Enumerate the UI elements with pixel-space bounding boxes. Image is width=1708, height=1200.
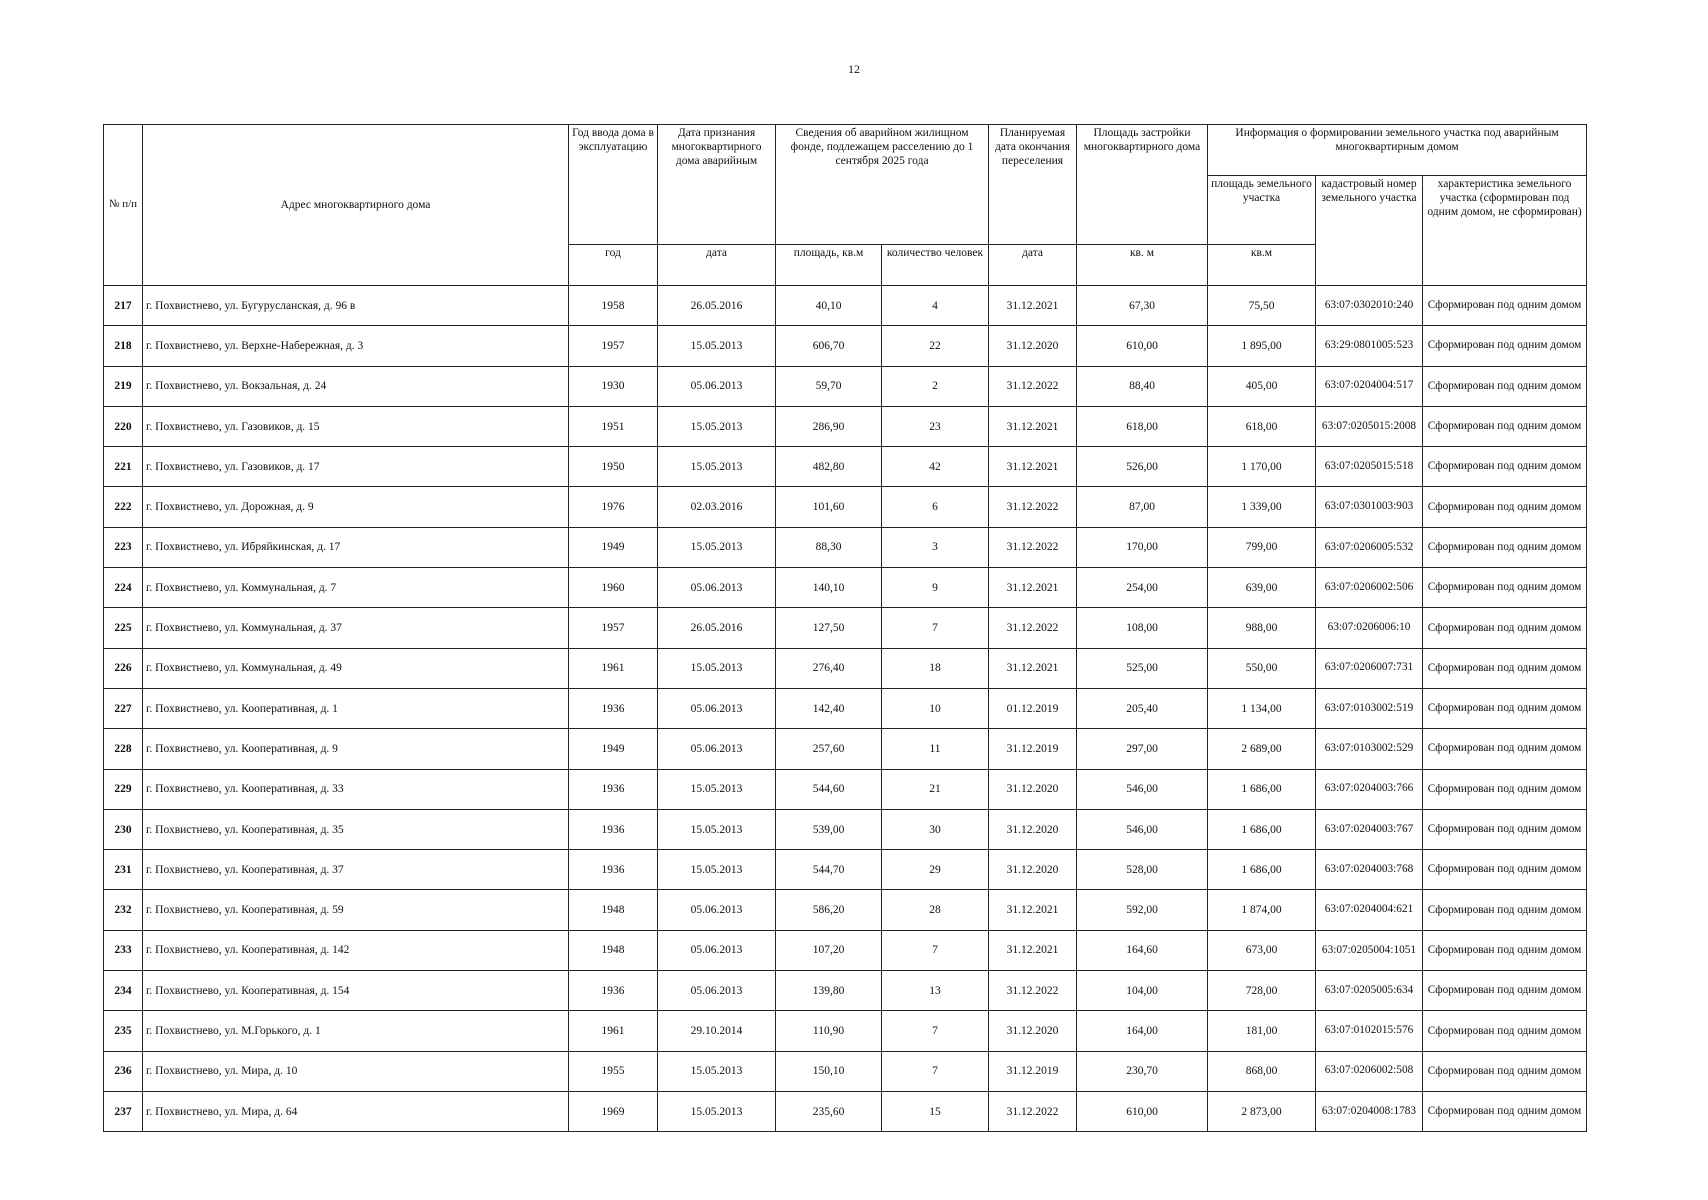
row-building-area: 592,00: [1077, 890, 1208, 930]
row-date-recognized: 29.10.2014: [658, 1011, 776, 1051]
row-area: 140,10: [776, 568, 882, 608]
row-area: 544,70: [776, 850, 882, 890]
row-cadastral: 63:07:0206002:508: [1316, 1051, 1423, 1091]
header-address: Адрес многоквартирного дома: [143, 125, 569, 286]
header-unit-date: дата: [658, 245, 776, 286]
row-year: 1949: [569, 527, 658, 567]
row-cadastral: 63:07:0206002:506: [1316, 568, 1423, 608]
row-characteristic: Сформирован под одним домом: [1423, 527, 1587, 567]
row-cadastral: 63:29:0801005:523: [1316, 326, 1423, 366]
row-land-area: 1 134,00: [1208, 688, 1316, 728]
row-cadastral: 63:07:0204003:767: [1316, 809, 1423, 849]
row-land-area: 673,00: [1208, 930, 1316, 970]
row-building-area: 546,00: [1077, 769, 1208, 809]
row-number: 228: [104, 729, 143, 769]
row-building-area: 67,30: [1077, 286, 1208, 326]
row-address: г. Похвистнево, ул. Кооперативная, д. 9: [143, 729, 569, 769]
row-building-area: 526,00: [1077, 447, 1208, 487]
row-area: 142,40: [776, 688, 882, 728]
row-characteristic: Сформирован под одним домом: [1423, 688, 1587, 728]
row-land-area: 405,00: [1208, 366, 1316, 406]
row-number: 234: [104, 971, 143, 1011]
row-land-area: 75,50: [1208, 286, 1316, 326]
row-address: г. Похвистнево, ул. Дорожная, д. 9: [143, 487, 569, 527]
row-building-area: 164,60: [1077, 930, 1208, 970]
table-header: [104, 125, 1587, 286]
row-year: 1961: [569, 648, 658, 688]
row-year: 1936: [569, 971, 658, 1011]
row-building-area: 297,00: [1077, 729, 1208, 769]
row-number: 218: [104, 326, 143, 366]
row-people: 6: [882, 487, 989, 527]
row-building-area: 525,00: [1077, 648, 1208, 688]
row-address: г. Похвистнево, ул. Газовиков, д. 17: [143, 447, 569, 487]
row-planned-date: 31.12.2020: [989, 326, 1077, 366]
row-year: 1969: [569, 1091, 658, 1131]
table-row: [104, 769, 1587, 809]
row-number: 232: [104, 890, 143, 930]
row-people: 30: [882, 809, 989, 849]
row-building-area: 104,00: [1077, 971, 1208, 1011]
row-people: 21: [882, 769, 989, 809]
row-building-area: 170,00: [1077, 527, 1208, 567]
row-land-area: 1 170,00: [1208, 447, 1316, 487]
table-row: [104, 568, 1587, 608]
row-address: г. Похвистнево, ул. Кооперативная, д. 59: [143, 890, 569, 930]
row-number: 223: [104, 527, 143, 567]
row-area: 235,60: [776, 1091, 882, 1131]
row-address: г. Похвистнево, ул. Мира, д. 10: [143, 1051, 569, 1091]
row-building-area: 528,00: [1077, 850, 1208, 890]
row-area: 110,90: [776, 1011, 882, 1051]
row-people: 11: [882, 729, 989, 769]
row-date-recognized: 15.05.2013: [658, 850, 776, 890]
row-land-area: 1 686,00: [1208, 809, 1316, 849]
header-unit-planned-date: дата: [989, 245, 1077, 286]
row-characteristic: Сформирован под одним домом: [1423, 608, 1587, 648]
row-planned-date: 31.12.2021: [989, 930, 1077, 970]
row-cadastral: 63:07:0102015:576: [1316, 1011, 1423, 1051]
table-row: [104, 729, 1587, 769]
row-date-recognized: 15.05.2013: [658, 447, 776, 487]
row-date-recognized: 15.05.2013: [658, 809, 776, 849]
row-characteristic: Сформирован под одним домом: [1423, 850, 1587, 890]
header-land-info: Информация о формировании земельного участка под аварийным многоквартирным домом: [1208, 125, 1587, 176]
row-year: 1957: [569, 608, 658, 648]
row-people: 28: [882, 890, 989, 930]
row-address: г. Похвистнево, ул. Коммунальная, д. 37: [143, 608, 569, 648]
row-planned-date: 31.12.2020: [989, 850, 1077, 890]
table-row: [104, 688, 1587, 728]
row-planned-date: 31.12.2022: [989, 527, 1077, 567]
row-area: 286,90: [776, 406, 882, 446]
row-area: 40,10: [776, 286, 882, 326]
row-area: 101,60: [776, 487, 882, 527]
row-characteristic: Сформирован под одним домом: [1423, 286, 1587, 326]
header-emergency-info: Сведения об аварийном жилищном фонде, подлежащем расселению до 1 сентября 2025 года: [776, 125, 989, 245]
row-characteristic: Сформирован под одним домом: [1423, 809, 1587, 849]
row-planned-date: 31.12.2022: [989, 487, 1077, 527]
row-planned-date: 31.12.2021: [989, 568, 1077, 608]
row-land-area: 618,00: [1208, 406, 1316, 446]
row-building-area: 230,70: [1077, 1051, 1208, 1091]
row-people: 4: [882, 286, 989, 326]
row-area: 276,40: [776, 648, 882, 688]
row-date-recognized: 15.05.2013: [658, 769, 776, 809]
row-building-area: 546,00: [1077, 809, 1208, 849]
row-people: 3: [882, 527, 989, 567]
row-number: 236: [104, 1051, 143, 1091]
row-area: 139,80: [776, 971, 882, 1011]
row-people: 15: [882, 1091, 989, 1131]
row-planned-date: 31.12.2019: [989, 1051, 1077, 1091]
row-address: г. Похвистнево, ул. М.Горького, д. 1: [143, 1011, 569, 1051]
table-row: [104, 648, 1587, 688]
row-characteristic: Сформирован под одним домом: [1423, 971, 1587, 1011]
row-characteristic: Сформирован под одним домом: [1423, 406, 1587, 446]
row-address: г. Похвистнево, ул. Кооперативная, д. 1: [143, 688, 569, 728]
row-address: г. Похвистнево, ул. Бугурусланская, д. 96 в: [143, 286, 569, 326]
row-date-recognized: 05.06.2013: [658, 890, 776, 930]
row-people: 10: [882, 688, 989, 728]
row-address: г. Похвистнево, ул. Газовиков, д. 15: [143, 406, 569, 446]
row-planned-date: 31.12.2020: [989, 809, 1077, 849]
row-cadastral: 63:07:0103002:529: [1316, 729, 1423, 769]
table-row: [104, 930, 1587, 970]
header-num: № п/п: [104, 125, 143, 286]
row-planned-date: 31.12.2019: [989, 729, 1077, 769]
row-characteristic: Сформирован под одним домом: [1423, 326, 1587, 366]
row-cadastral: 63:07:0204004:621: [1316, 890, 1423, 930]
table-row: [104, 487, 1587, 527]
row-address: г. Похвистнево, ул. Кооперативная, д. 37: [143, 850, 569, 890]
row-address: г. Похвистнево, ул. Ибряйкинская, д. 17: [143, 527, 569, 567]
row-people: 7: [882, 608, 989, 648]
row-number: 233: [104, 930, 143, 970]
row-planned-date: 31.12.2021: [989, 447, 1077, 487]
row-characteristic: Сформирован под одним домом: [1423, 1091, 1587, 1131]
row-cadastral: 63:07:0204008:1783: [1316, 1091, 1423, 1131]
row-people: 18: [882, 648, 989, 688]
row-building-area: 618,00: [1077, 406, 1208, 446]
row-people: 7: [882, 1051, 989, 1091]
row-cadastral: 63:07:0204004:517: [1316, 366, 1423, 406]
row-number: 237: [104, 1091, 143, 1131]
row-cadastral: 63:07:0206005:532: [1316, 527, 1423, 567]
row-year: 1958: [569, 286, 658, 326]
row-characteristic: Сформирован под одним домом: [1423, 930, 1587, 970]
header-unit-land: кв.м: [1208, 245, 1316, 286]
row-land-area: 1 686,00: [1208, 769, 1316, 809]
row-cadastral: 63:07:0205004:1051: [1316, 930, 1423, 970]
row-characteristic: Сформирован под одним домом: [1423, 568, 1587, 608]
row-year: 1960: [569, 568, 658, 608]
row-people: 23: [882, 406, 989, 446]
row-land-area: 728,00: [1208, 971, 1316, 1011]
header-year-commissioned: Год ввода дома в эксплуатацию: [569, 125, 658, 245]
row-date-recognized: 05.06.2013: [658, 971, 776, 1011]
table-row: [104, 850, 1587, 890]
row-number: 226: [104, 648, 143, 688]
row-characteristic: Сформирован под одним домом: [1423, 729, 1587, 769]
row-area: 482,80: [776, 447, 882, 487]
header-cadastral: кадастровый номер земельного участка: [1316, 176, 1423, 286]
row-year: 1948: [569, 930, 658, 970]
row-land-area: 2 873,00: [1208, 1091, 1316, 1131]
row-people: 13: [882, 971, 989, 1011]
row-building-area: 164,00: [1077, 1011, 1208, 1051]
row-date-recognized: 15.05.2013: [658, 406, 776, 446]
row-planned-date: 31.12.2021: [989, 648, 1077, 688]
row-cadastral: 63:07:0205015:518: [1316, 447, 1423, 487]
table-row: [104, 527, 1587, 567]
table-row: [104, 406, 1587, 446]
row-address: г. Похвистнево, ул. Вокзальная, д. 24: [143, 366, 569, 406]
row-number: 225: [104, 608, 143, 648]
row-people: 9: [882, 568, 989, 608]
row-address: г. Похвистнево, ул. Кооперативная, д. 33: [143, 769, 569, 809]
row-characteristic: Сформирован под одним домом: [1423, 1011, 1587, 1051]
row-area: 586,20: [776, 890, 882, 930]
row-building-area: 88,40: [1077, 366, 1208, 406]
row-date-recognized: 15.05.2013: [658, 1051, 776, 1091]
row-year: 1948: [569, 890, 658, 930]
row-characteristic: Сформирован под одним домом: [1423, 447, 1587, 487]
row-address: г. Похвистнево, ул. Мира, д. 64: [143, 1091, 569, 1131]
page-number: 12: [848, 62, 860, 76]
row-area: 544,60: [776, 769, 882, 809]
row-building-area: 610,00: [1077, 1091, 1208, 1131]
row-date-recognized: 05.06.2013: [658, 366, 776, 406]
table-row: [104, 1051, 1587, 1091]
row-number: 227: [104, 688, 143, 728]
row-people: 42: [882, 447, 989, 487]
header-date-recognized: Дата признания многоквартирного дома аварийным: [658, 125, 776, 245]
row-year: 1950: [569, 447, 658, 487]
row-address: г. Похвистнево, ул. Кооперативная, д. 35: [143, 809, 569, 849]
row-people: 7: [882, 930, 989, 970]
row-building-area: 205,40: [1077, 688, 1208, 728]
row-number: 220: [104, 406, 143, 446]
row-people: 2: [882, 366, 989, 406]
table-row: [104, 286, 1587, 326]
row-area: 59,70: [776, 366, 882, 406]
row-address: г. Похвистнево, ул. Коммунальная, д. 7: [143, 568, 569, 608]
row-date-recognized: 02.03.2016: [658, 487, 776, 527]
row-area: 539,00: [776, 809, 882, 849]
row-year: 1936: [569, 850, 658, 890]
row-year: 1936: [569, 688, 658, 728]
row-cadastral: 63:07:0204003:766: [1316, 769, 1423, 809]
row-characteristic: Сформирован под одним домом: [1423, 890, 1587, 930]
row-year: 1961: [569, 1011, 658, 1051]
row-building-area: 87,00: [1077, 487, 1208, 527]
row-land-area: 2 689,00: [1208, 729, 1316, 769]
table-row: [104, 1011, 1587, 1051]
table-row: [104, 326, 1587, 366]
row-cadastral: 63:07:0103002:519: [1316, 688, 1423, 728]
row-area: 107,20: [776, 930, 882, 970]
row-cadastral: 63:07:0206007:731: [1316, 648, 1423, 688]
row-building-area: 254,00: [1077, 568, 1208, 608]
row-cadastral: 63:07:0301003:903: [1316, 487, 1423, 527]
row-number: 221: [104, 447, 143, 487]
row-land-area: 550,00: [1208, 648, 1316, 688]
row-land-area: 868,00: [1208, 1051, 1316, 1091]
row-area: 127,50: [776, 608, 882, 648]
row-number: 235: [104, 1011, 143, 1051]
row-year: 1936: [569, 809, 658, 849]
row-year: 1957: [569, 326, 658, 366]
row-date-recognized: 26.05.2016: [658, 608, 776, 648]
row-cadastral: 63:07:0205005:634: [1316, 971, 1423, 1011]
row-planned-date: 31.12.2020: [989, 1011, 1077, 1051]
table-row: [104, 890, 1587, 930]
row-date-recognized: 05.06.2013: [658, 688, 776, 728]
row-area: 150,10: [776, 1051, 882, 1091]
row-number: 230: [104, 809, 143, 849]
row-date-recognized: 05.06.2013: [658, 930, 776, 970]
row-year: 1930: [569, 366, 658, 406]
row-year: 1955: [569, 1051, 658, 1091]
header-building-area: Площадь застройки многоквартирного дома: [1077, 125, 1208, 245]
row-date-recognized: 15.05.2013: [658, 326, 776, 366]
header-unit-people: количество человек: [882, 245, 989, 286]
row-number: 217: [104, 286, 143, 326]
row-land-area: 988,00: [1208, 608, 1316, 648]
row-area: 88,30: [776, 527, 882, 567]
row-date-recognized: 15.05.2013: [658, 648, 776, 688]
table-body: [104, 286, 1587, 1132]
header-unit-building: кв. м: [1077, 245, 1208, 286]
row-characteristic: Сформирован под одним домом: [1423, 366, 1587, 406]
row-number: 224: [104, 568, 143, 608]
row-year: 1949: [569, 729, 658, 769]
row-planned-date: 31.12.2022: [989, 608, 1077, 648]
row-characteristic: Сформирован под одним домом: [1423, 648, 1587, 688]
row-date-recognized: 05.06.2013: [658, 729, 776, 769]
row-year: 1951: [569, 406, 658, 446]
row-building-area: 108,00: [1077, 608, 1208, 648]
row-number: 219: [104, 366, 143, 406]
row-building-area: 610,00: [1077, 326, 1208, 366]
row-land-area: 1 686,00: [1208, 850, 1316, 890]
table-row: [104, 1091, 1587, 1131]
header-unit-year: год: [569, 245, 658, 286]
row-planned-date: 31.12.2021: [989, 286, 1077, 326]
row-characteristic: Сформирован под одним домом: [1423, 769, 1587, 809]
row-land-area: 1 895,00: [1208, 326, 1316, 366]
table-row: [104, 809, 1587, 849]
row-number: 222: [104, 487, 143, 527]
row-area: 257,60: [776, 729, 882, 769]
table-row: [104, 366, 1587, 406]
row-year: 1936: [569, 769, 658, 809]
row-people: 29: [882, 850, 989, 890]
row-date-recognized: 05.06.2013: [658, 568, 776, 608]
row-planned-date: 31.12.2021: [989, 890, 1077, 930]
row-land-area: 1 874,00: [1208, 890, 1316, 930]
row-planned-date: 31.12.2021: [989, 406, 1077, 446]
row-date-recognized: 26.05.2016: [658, 286, 776, 326]
header-unit-area: площадь, кв.м: [776, 245, 882, 286]
row-land-area: 639,00: [1208, 568, 1316, 608]
row-address: г. Похвистнево, ул. Кооперативная, д. 142: [143, 930, 569, 970]
row-number: 229: [104, 769, 143, 809]
table-row: [104, 608, 1587, 648]
row-land-area: 1 339,00: [1208, 487, 1316, 527]
row-people: 7: [882, 1011, 989, 1051]
row-cadastral: 63:07:0205015:2008: [1316, 406, 1423, 446]
row-number: 231: [104, 850, 143, 890]
row-planned-date: 01.12.2019: [989, 688, 1077, 728]
row-address: г. Похвистнево, ул. Верхне-Набережная, д. 3: [143, 326, 569, 366]
row-cadastral: 63:07:0206006:10: [1316, 608, 1423, 648]
row-planned-date: 31.12.2022: [989, 366, 1077, 406]
row-address: г. Похвистнево, ул. Кооперативная, д. 154: [143, 971, 569, 1011]
row-characteristic: Сформирован под одним домом: [1423, 487, 1587, 527]
row-cadastral: 63:07:0204003:768: [1316, 850, 1423, 890]
row-people: 22: [882, 326, 989, 366]
row-date-recognized: 15.05.2013: [658, 1091, 776, 1131]
row-cadastral: 63:07:0302010:240: [1316, 286, 1423, 326]
row-year: 1976: [569, 487, 658, 527]
row-land-area: 799,00: [1208, 527, 1316, 567]
header-planned-date: Планируемая дата окончания переселения: [989, 125, 1077, 245]
row-planned-date: 31.12.2022: [989, 971, 1077, 1011]
row-area: 606,70: [776, 326, 882, 366]
row-planned-date: 31.12.2022: [989, 1091, 1077, 1131]
table-row: [104, 971, 1587, 1011]
row-planned-date: 31.12.2020: [989, 769, 1077, 809]
header-land-area: площадь земельного участка: [1208, 176, 1316, 245]
row-address: г. Похвистнево, ул. Коммунальная, д. 49: [143, 648, 569, 688]
row-date-recognized: 15.05.2013: [658, 527, 776, 567]
emergency-housing-table: [103, 124, 1587, 1132]
header-land-characteristic: характеристика земельного участка (сформирован под одним домом, не сформирован): [1423, 176, 1587, 286]
row-characteristic: Сформирован под одним домом: [1423, 1051, 1587, 1091]
table-row: [104, 447, 1587, 487]
row-land-area: 181,00: [1208, 1011, 1316, 1051]
